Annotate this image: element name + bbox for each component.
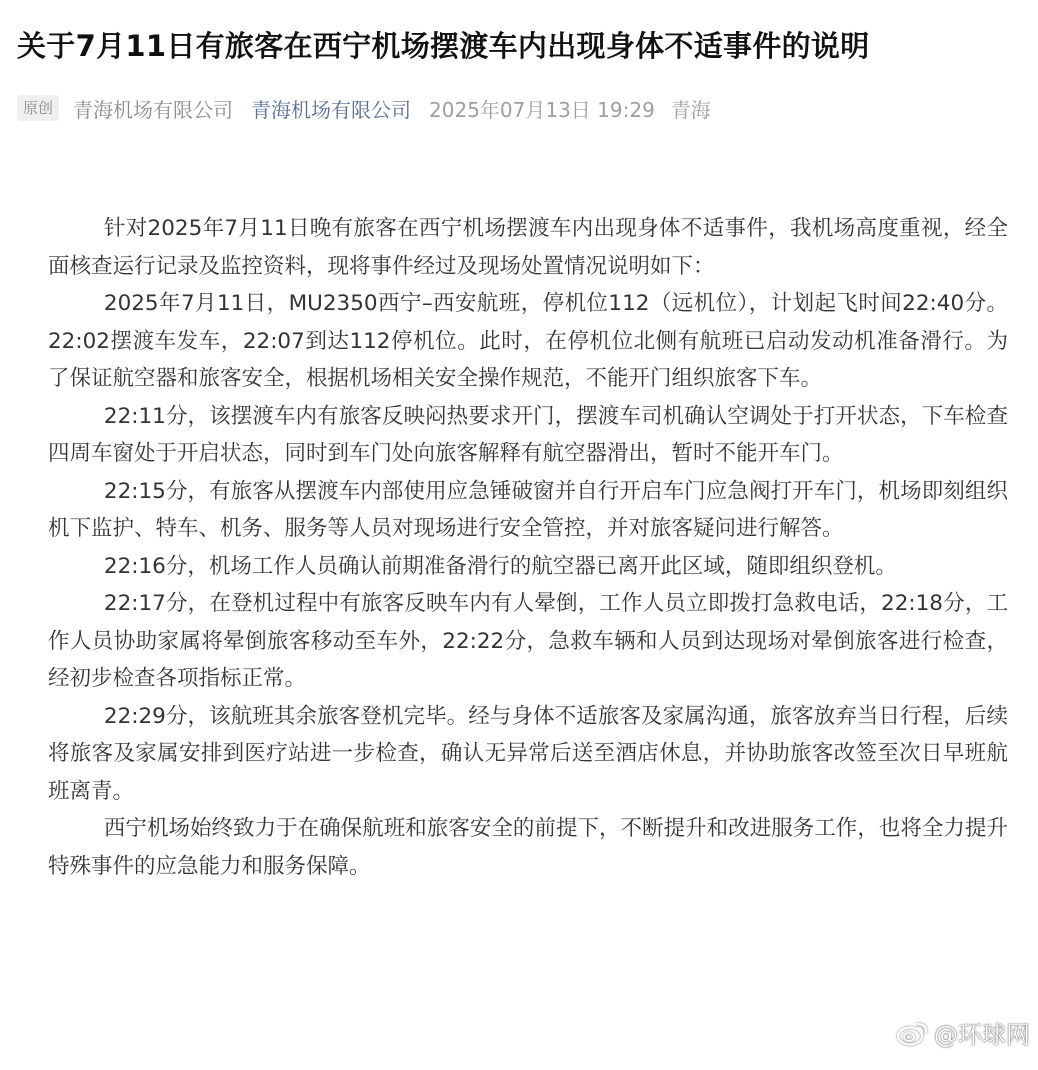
paragraph: 22:15分，有旅客从摆渡车内部使用应急锤破窗并自行开启车门应急阀打开车门，机场即刻组织机下监护、特车、机务、服务等人员对现场进行安全管控，并对旅客疑问进行解答。 xyxy=(48,478,1008,541)
paragraph: 22:16分，机场工作人员确认前期准备滑行的航空器已离开此区域，随即组织登机。 xyxy=(103,553,897,579)
original-badge: 原创 xyxy=(17,95,59,121)
paragraph: 2025年7月11日，MU2350西宁–西安航班，停机位112（远机位），计划起飞时间22:40分。22:02摆渡车发车，22:07到达112停机位。此时，在停机位北侧有航班已启动发动机准备滑行。为了保证航空器和旅客安全，根据机场相关安全操作规范，不能开门组织旅客下车。 xyxy=(48,291,1008,391)
weibo-icon xyxy=(896,1019,930,1047)
paragraph: 22:29分，该航班其余旅客登机完毕。经与身体不适旅客及家属沟通，旅客放弃当日行程，后续将旅客及家属安排到医疗站进一步检查，确认无异常后送至酒店休息，并协助旅客改签至次日早班航班离青。 xyxy=(48,703,1008,804)
watermark-text: @环球网 xyxy=(934,1021,1030,1049)
paragraph: 22:11分，该摆渡车内有旅客反映闷热要求开门，摆渡车司机确认空调处于打开状态，下车检查四周车窗处于开启状态，同时到车门处向旅客解释有航空器滑出，暂时不能开车门。 xyxy=(48,403,1008,466)
paragraph-intro: 针对2025年7月11日晚有旅客在西宁机场摆渡车内出现身体不适事件，我机场高度重视，经全面核查运行记录及监控资料，现将事件经过及现场处置情况说明如下： xyxy=(48,216,1008,279)
watermark xyxy=(896,1015,1030,1050)
article-meta xyxy=(17,92,711,124)
publish-datetime: 2025年07月13日 19:29 xyxy=(429,97,655,122)
author-name: 青海机场有限公司 xyxy=(73,97,234,122)
publish-location: 青海 xyxy=(670,97,711,122)
paragraph: 22:17分，在登机过程中有旅客反映车内有人晕倒，工作人员立即拨打急救电话，22:18分，工作人员协助家属将晕倒旅客移动至车外，22:22分，急救车辆和人员到达现场对晕倒旅客进行检查，经初步检查各项指标正常。 xyxy=(48,591,1008,691)
article-title: 关于7月11日有旅客在西宁机场摆渡车内出现身体不适事件的说明 xyxy=(17,29,870,63)
article-body xyxy=(48,210,1008,885)
paragraph-closing: 西宁机场始终致力于在确保航班和旅客安全的前提下，不断提升和改进服务工作，也将全力提升特殊事件的应急能力和服务保障。 xyxy=(48,816,1008,879)
account-link[interactable]: 青海机场有限公司 xyxy=(251,97,412,122)
